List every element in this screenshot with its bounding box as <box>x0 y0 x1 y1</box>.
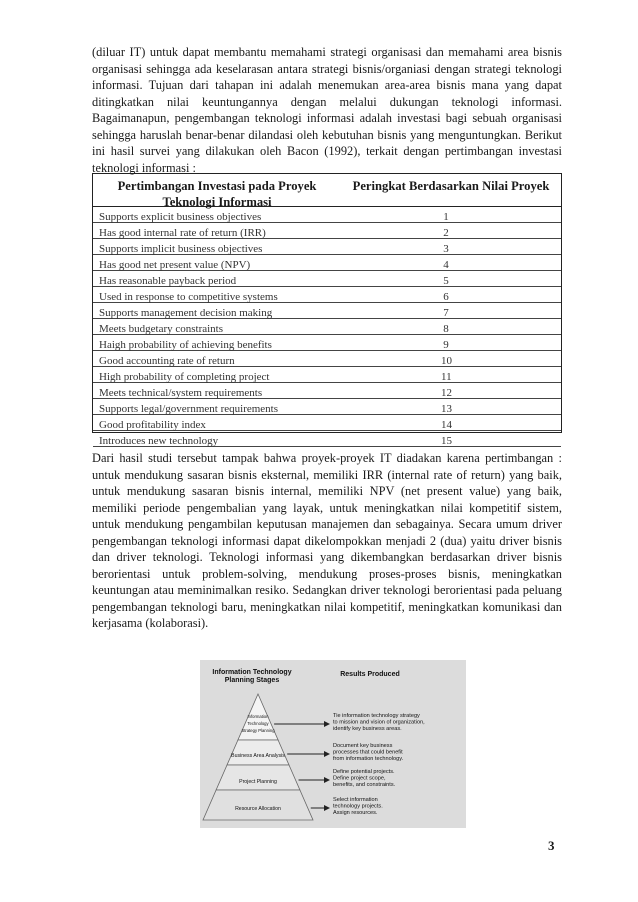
factor-cell: Meets technical/system requirements <box>99 387 263 399</box>
stage-result: technology projects. <box>333 803 383 810</box>
stage-result: Assign resources. <box>333 810 378 816</box>
factor-cell: Has reasonable payback period <box>99 275 237 287</box>
stage-label: Resource Allocation <box>235 806 281 812</box>
stage-result: to mission and vision of organization, <box>333 719 425 726</box>
rank-cell: 10 <box>441 355 452 367</box>
figure-left-title: Information Technology <box>212 669 292 676</box>
rank-cell: 9 <box>443 339 449 351</box>
factor-cell: Supports implicit business objectives <box>99 243 263 255</box>
table-row <box>93 271 561 287</box>
arrowhead-icon <box>324 777 330 783</box>
table-row <box>93 319 561 335</box>
stage-result: from information technology. <box>333 756 404 762</box>
stage-result: Define project scope, <box>333 775 386 782</box>
table-row <box>93 303 561 319</box>
factor-cell: Meets budgetary constraints <box>99 323 224 335</box>
factor-cell: Good profitability index <box>99 419 206 431</box>
stage-label: Strategy Planning <box>241 728 275 733</box>
stage-label: Technology <box>247 721 269 726</box>
rank-cell: 12 <box>441 387 452 399</box>
stage-result: Select information <box>333 797 378 803</box>
investment-table <box>92 173 562 447</box>
table-row <box>93 351 561 367</box>
table-row <box>93 335 561 351</box>
stage-label: Information <box>247 714 269 719</box>
factor-cell: Used in response to competitive systems <box>99 291 278 303</box>
rank-cell: 8 <box>443 323 449 335</box>
table-row <box>93 367 561 383</box>
rank-cell: 7 <box>443 307 449 319</box>
stage-result: Define potential projects. <box>333 769 395 775</box>
arrowhead-icon <box>324 751 330 757</box>
factor-cell: Haigh probability of achieving benefits <box>99 339 272 351</box>
table-header-left: Pertimbangan Investasi pada Proyek Teknologi Informasi <box>117 179 317 209</box>
factor-cell: Has good internal rate of return (IRR) <box>99 227 266 239</box>
rank-cell: 5 <box>443 275 449 287</box>
table-row <box>93 415 561 431</box>
figure-right-title: Results Produced <box>340 671 400 678</box>
stage-result: processes that could benefit <box>333 749 403 756</box>
conclusion-paragraph: Dari hasil studi tersebut tampak bahwa proyek-proyek IT diadakan karena pertimbangan : untuk mendukung sasaran bisnis eksternal, memiliki IRR (internal rate of return) yang baik, untuk mendukung sasaran bisnis internal, memiliki NPV (net present value) yang baik, memiliki periode pengembalian yang layak, untuk meningkatkan nilai kompetitif sistem, untuk mendukung pengambilan keputusan manajemen dan sebagainya. Secara umum driver pengembangan teknologi informasi dapat dikelompokkan menjadi 2 (dua) yaitu driver bisnis dan driver teknologi. Teknologi informasi yang dikembangkan berdasarkan driver bisnis berorientasi untuk problem-solving, mendukung proses-proses bisnis, meningkatkan keuntungan atau meminimalkan resiko. Sedangkan driver teknologi berorientasi pada peluang pengembangan teknologi baru, meningkatkan nilai kompetitif, meningkatkan komunikasi dan kerjasama (kolaborasi). <box>92 451 562 630</box>
figure-left-title: Planning Stages <box>224 677 280 684</box>
pyramid-level <box>216 765 300 790</box>
arrowhead-icon <box>324 805 330 811</box>
stage-result: Tie information technology strategy <box>333 713 420 719</box>
rank-cell: 4 <box>443 259 449 271</box>
page-number: 3 <box>548 838 555 853</box>
intro-paragraph: (diluar IT) untuk dapat membantu memahami strategi organisasi dan memahami area bisnis organisasi sehingga ada keselarasan antara strategi bisnis/organiasi dengan strategi teknologi informasi. Tujuan dari tahapan ini adalah menemukan area-area bisnis mana yang dapat ditingkatkan nilai keuntungannya dengan melalui dukungan teknologi informasi. Bagaimanapun, pengembangan teknologi informasi adalah investasi bagi sebuah organisasi sehingga haruslah benar-benar dilandasi oleh kebutuhan bisnis yang menguntungkan. Berikut ini hasil survei yang dilakukan oleh Bacon (1992), terkait dengan pertimbangan investasi teknologi informasi : <box>92 45 562 175</box>
pyramid-diagram <box>200 660 466 828</box>
stage-result: identify key business areas. <box>333 726 402 732</box>
factor-cell: Supports management decision making <box>99 307 273 319</box>
rank-cell: 2 <box>443 227 449 239</box>
arrowhead-icon <box>324 721 330 727</box>
factor-cell: High probability of completing project <box>99 371 270 383</box>
table-row <box>93 207 561 223</box>
factor-cell: Good accounting rate of return <box>99 355 235 367</box>
stage-label: Project Planning <box>239 779 277 785</box>
factor-cell: Introduces new technology <box>99 435 219 447</box>
stage-result: benefits, and constraints. <box>333 782 396 788</box>
rank-cell: 11 <box>441 371 452 383</box>
table-row <box>93 223 561 239</box>
table-header-right: Peringkat Berdasarkan Nilai Proyek <box>352 179 550 193</box>
pyramid-level <box>203 790 313 820</box>
table-row <box>93 383 561 399</box>
table-row <box>93 255 561 271</box>
stage-result: Document key business <box>333 743 393 749</box>
factor-cell: Has good net present value (NPV) <box>99 259 251 271</box>
it-planning-stages-figure <box>200 660 466 828</box>
rank-cell: 3 <box>443 243 449 255</box>
table-header <box>93 174 561 207</box>
rank-cell: 6 <box>443 291 449 303</box>
table-row <box>93 399 561 415</box>
table-body <box>93 207 561 447</box>
table-row <box>93 287 561 303</box>
stage-label: Business Area Analysis <box>231 753 285 759</box>
factor-cell: Supports legal/government requirements <box>99 403 279 415</box>
factor-cell: Supports explicit business objectives <box>99 211 262 223</box>
rank-cell: 15 <box>441 435 452 447</box>
rank-cell: 1 <box>443 211 449 223</box>
table-row <box>93 431 561 447</box>
rank-cell: 14 <box>441 419 452 431</box>
table-row <box>93 239 561 255</box>
rank-cell: 13 <box>441 403 452 415</box>
